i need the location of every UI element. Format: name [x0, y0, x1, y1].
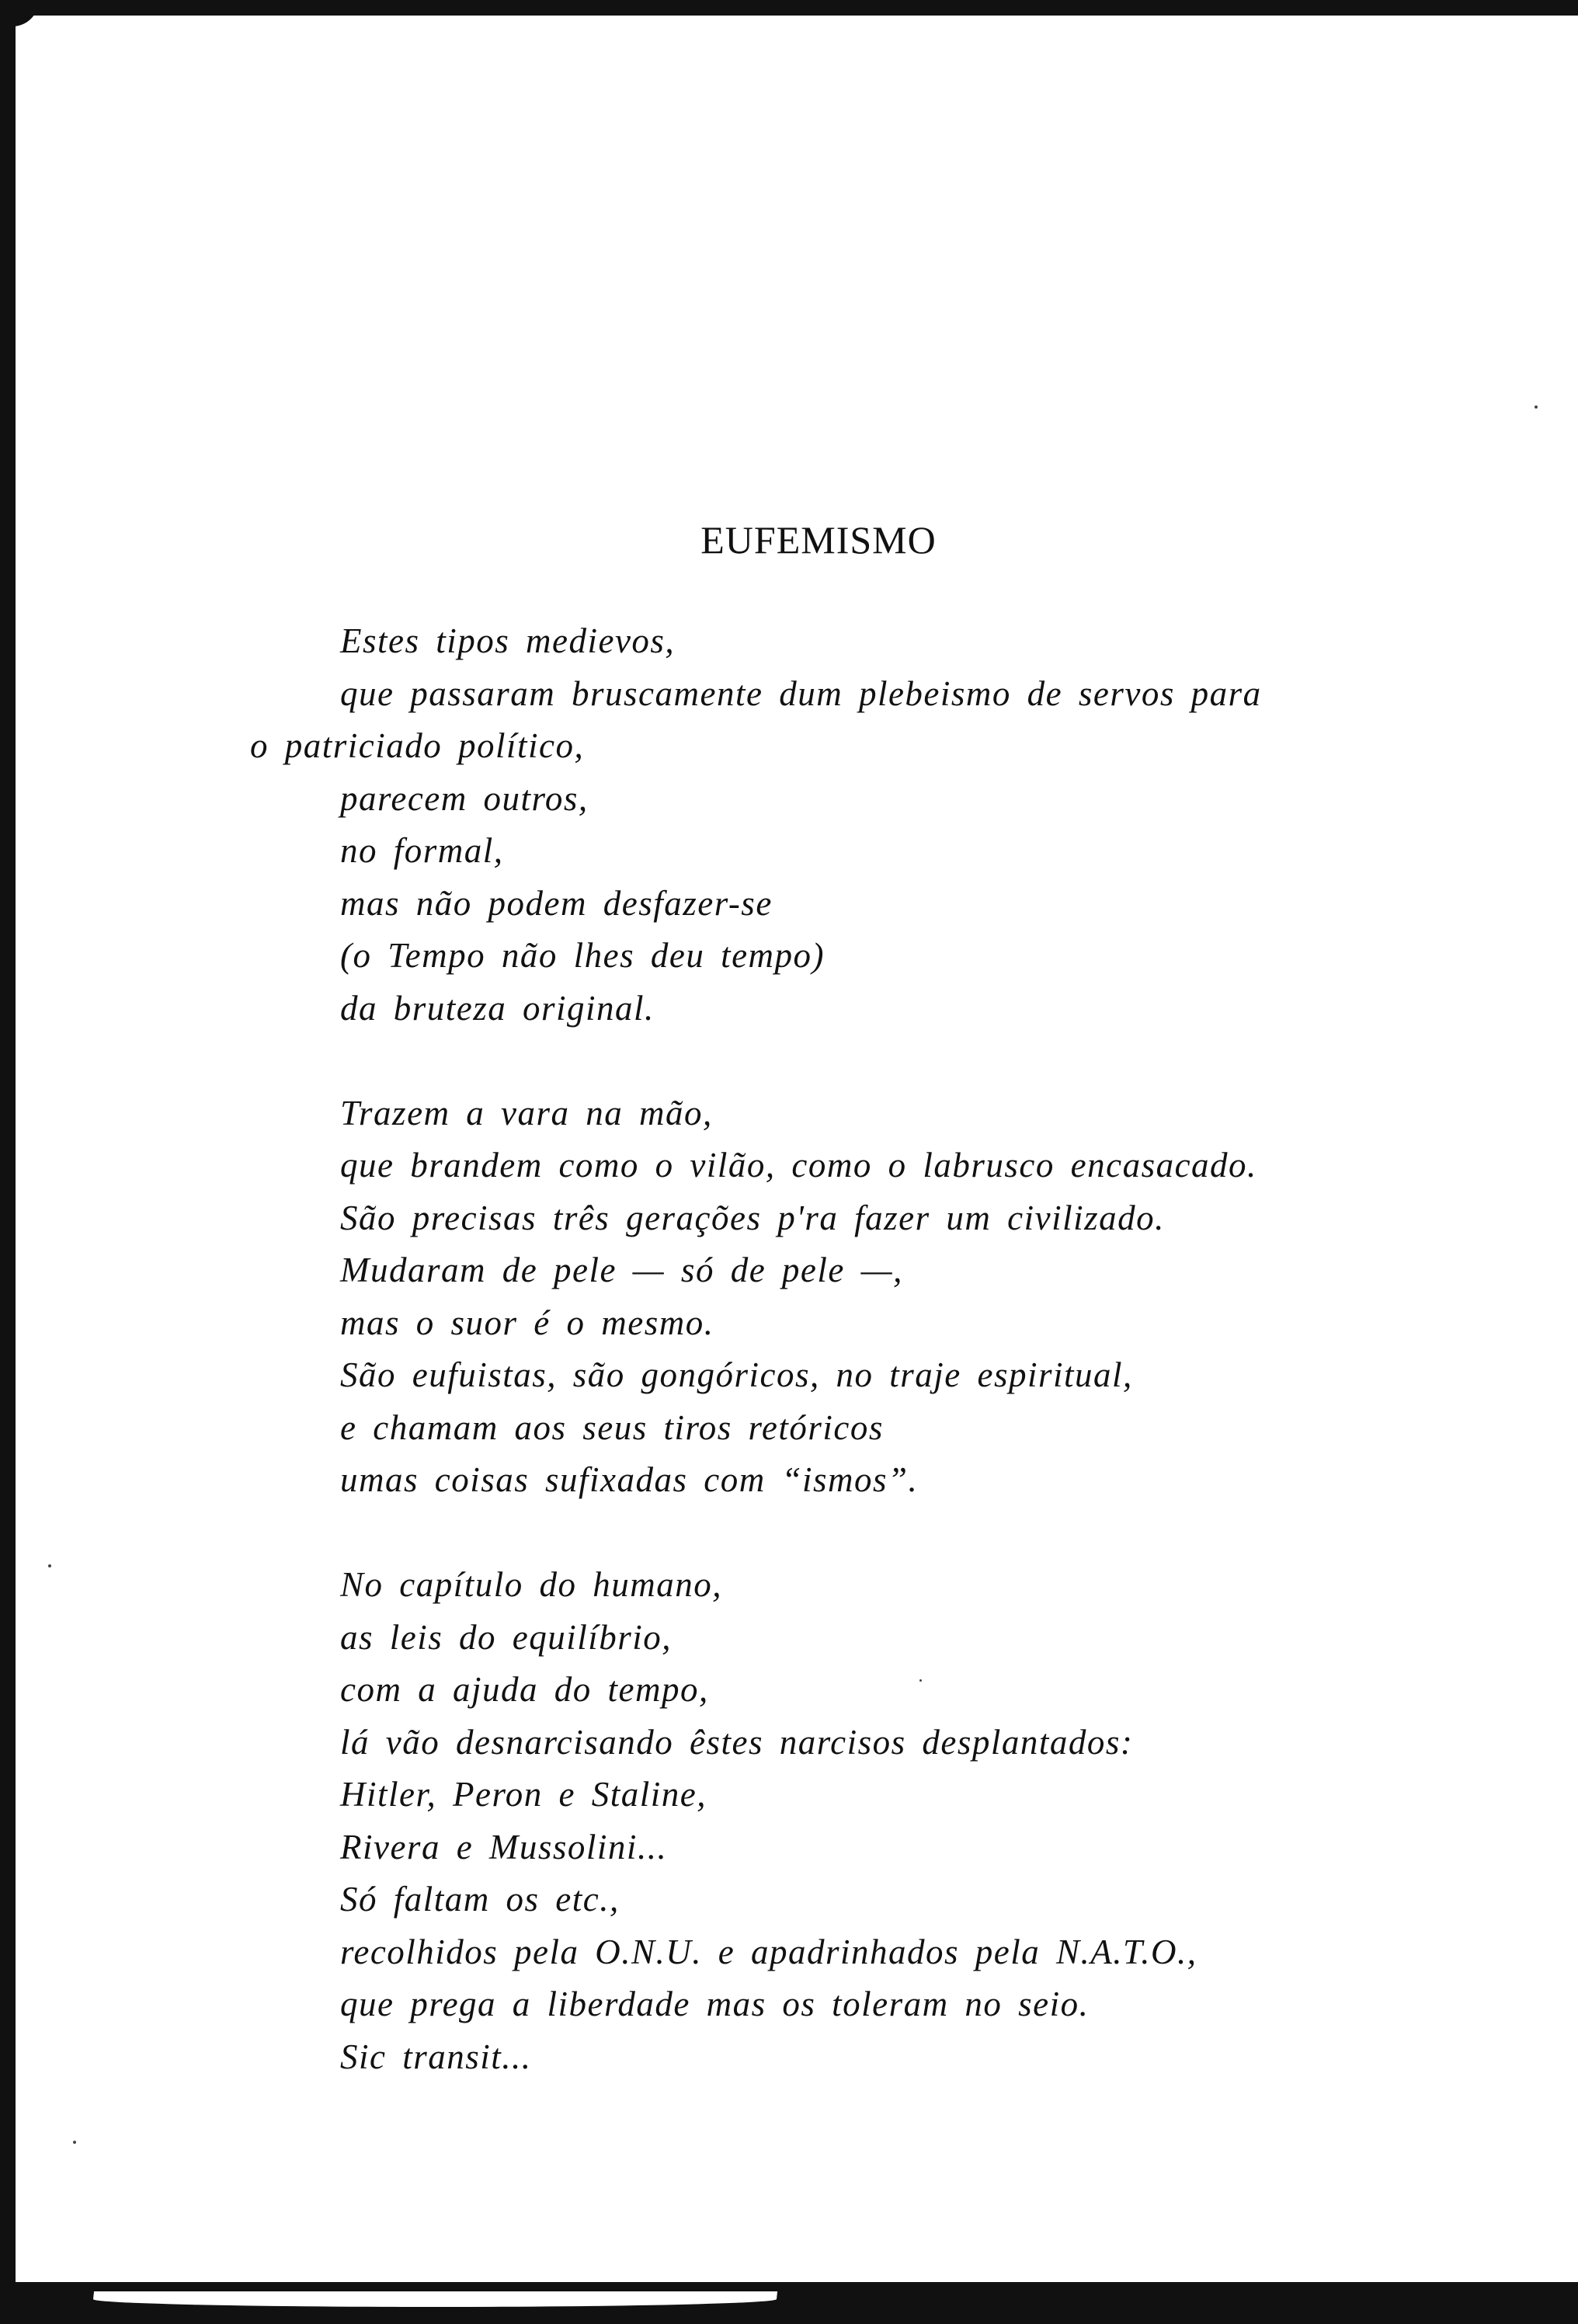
poem-line: que passaram bruscamente dum plebeismo de servos para: [340, 673, 1262, 713]
poem-line: Só faltam os etc.,: [340, 1880, 620, 1919]
poem-line: no formal,: [340, 831, 504, 870]
poem-line: No capítulo do humano,: [340, 1565, 722, 1604]
poem-title: EUFEMISMO: [700, 518, 937, 562]
scan-border-left: [0, 0, 16, 2324]
scan-speck: [1535, 405, 1538, 409]
poem-line: umas coisas sufixadas com “ismos”.: [340, 1460, 919, 1499]
scan-border-top: [14, 0, 1578, 16]
poem-line: Sic transit...: [340, 2037, 532, 2076]
stanza-gap: [340, 1035, 1552, 1087]
stanza-2: [340, 1087, 1552, 1507]
poem-line: (o Tempo não lhes deu tempo): [340, 936, 825, 975]
poem-line: com a ajuda do tempo,: [340, 1670, 709, 1709]
poem-line: mas não podem desfazer-se: [340, 883, 773, 923]
poem-line: Rivera e Mussolini...: [340, 1827, 668, 1867]
poem-line: Hitler, Peron e Staline,: [340, 1775, 707, 1814]
poem-body: [250, 615, 1552, 2083]
scan-speck: [48, 1564, 51, 1567]
poem-line: recolhidos pela O.N.U. e apadrinhados pela N.A.T.O.,: [340, 1932, 1197, 1971]
poem-line: o patriciado político,: [250, 726, 585, 765]
poem-line: que brandem como o vilão, como o labrusco encasacado.: [340, 1146, 1257, 1185]
stanza-gap: [340, 1507, 1552, 1560]
poem-line: da bruteza original.: [340, 988, 655, 1028]
poem-line: São precisas três gerações p'ra fazer um civilizado.: [340, 1198, 1165, 1237]
poem-line: que prega a liberdade mas os toleram no seio.: [340, 1985, 1090, 2023]
scan-speck: [73, 2141, 76, 2144]
scan-border-corner: [0, 0, 39, 26]
poem-line: lá vão desnarcisando êstes narcisos desplantados:: [340, 1722, 1134, 1762]
stanza-1: [250, 615, 1552, 1035]
poem-line: mas o suor é o mesmo.: [340, 1303, 714, 1342]
stanza-3: [340, 1559, 1552, 2083]
poem-line: e chamam aos seus tiros retóricos: [340, 1407, 884, 1447]
poem-line: Trazem a vara na mão,: [340, 1093, 713, 1132]
poem-line: parecem outros,: [340, 778, 589, 818]
poem-line: Estes tipos medievos,: [340, 621, 676, 660]
scan-border-bottom-highlight: [92, 2291, 777, 2307]
poem-line: as leis do equilíbrio,: [340, 1617, 672, 1657]
poem-line: São eufuistas, são gongóricos, no traje espiritual,: [340, 1355, 1133, 1394]
poem-line: Mudaram de pele — só de pele —,: [340, 1251, 903, 1289]
